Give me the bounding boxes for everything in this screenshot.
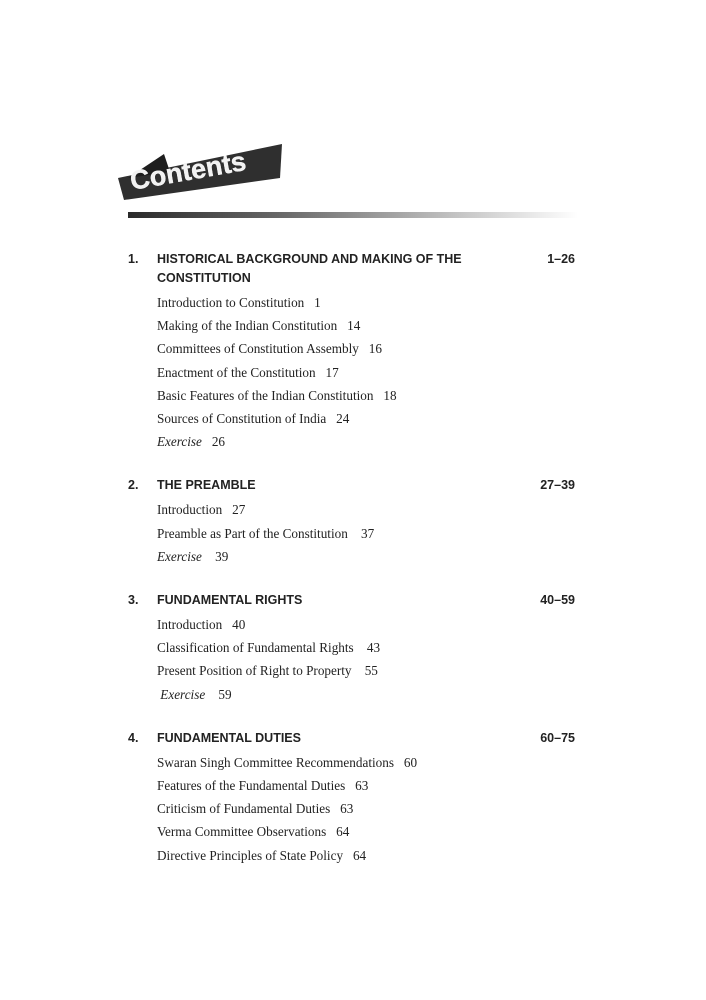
toc-entry[interactable] <box>157 774 706 797</box>
chapter-number: 1. <box>128 252 139 266</box>
toc-entry-exercise[interactable] <box>157 545 706 568</box>
entry-title: Features of the Fundamental Duties <box>157 778 346 794</box>
entry-page: 60 <box>403 754 418 770</box>
entry-title: Enactment of the Constitution <box>157 364 316 380</box>
chapter-heading <box>0 729 706 748</box>
entry-page: 24 <box>336 411 350 427</box>
toc-entry[interactable] <box>157 384 706 407</box>
entry-title: Basic Features of the Indian Constitution <box>157 387 374 403</box>
table-of-contents <box>0 250 706 890</box>
toc-entry[interactable] <box>157 337 706 360</box>
entry-page: 26 <box>211 434 225 450</box>
chapter-number: 4. <box>128 730 139 745</box>
entry-title: Introduction to Constitution <box>157 295 305 310</box>
entry-title: Preamble as Part of the Constitution <box>157 525 348 541</box>
entry-title: Committees of Constitution Assembly <box>157 341 359 357</box>
chapter-page-range: 40–59 <box>540 593 575 608</box>
toc-entry-exercise[interactable] <box>157 430 706 453</box>
entry-page: 27 <box>232 502 246 518</box>
entry-title: Sources of Constitution of India <box>157 411 327 427</box>
toc-entry[interactable] <box>157 407 706 430</box>
entry-title: Verma Committee Observations <box>157 824 327 840</box>
entry-page: 63 <box>355 778 369 794</box>
chapter-3 <box>0 591 706 706</box>
chapter-title: FUNDAMENTAL RIGHTS <box>157 593 303 608</box>
toc-entry[interactable] <box>157 613 706 636</box>
title-divider <box>128 212 578 218</box>
contents-banner-shape <box>112 138 292 208</box>
entry-title: Introduction <box>157 502 223 518</box>
entry-title: Swaran Singh Committee Recommendations <box>157 754 394 770</box>
entry-title: Exercise <box>157 548 202 564</box>
entry-title: Directive Principles of State Policy <box>157 847 344 863</box>
toc-entry[interactable] <box>157 498 706 521</box>
entry-page: 59 <box>218 686 232 702</box>
chapter-number: 3. <box>128 593 139 608</box>
chapter-heading <box>0 250 706 288</box>
entry-page: 39 <box>215 548 229 564</box>
chapter-heading <box>0 591 706 610</box>
page-title: Contents <box>127 146 249 196</box>
toc-entry-exercise[interactable] <box>157 683 706 706</box>
entry-page: 1 <box>314 295 321 310</box>
contents-title-banner <box>112 138 292 208</box>
entry-page: 40 <box>232 617 246 633</box>
entry-page: 64 <box>336 824 350 840</box>
entry-page: 43 <box>366 640 381 656</box>
entry-title: Criticism of Fundamental Duties <box>157 801 331 817</box>
chapter-4 <box>0 729 706 867</box>
toc-entry[interactable] <box>157 797 706 820</box>
toc-entry[interactable] <box>157 659 706 682</box>
entry-page: 37 <box>361 525 375 541</box>
entry-title: Exercise <box>157 434 202 450</box>
chapter-page-range: 60–75 <box>540 730 575 745</box>
entry-page: 55 <box>364 663 378 679</box>
chapter-page-range: 1–26 <box>547 252 575 266</box>
entry-page: 64 <box>352 847 367 863</box>
entry-page: 14 <box>347 318 361 334</box>
entry-page: 16 <box>368 341 382 357</box>
entry-title: Making of the Indian Constitution <box>157 318 338 334</box>
entry-page: 63 <box>340 801 354 817</box>
entry-title: Exercise <box>160 686 206 702</box>
entry-page: 17 <box>325 364 339 380</box>
chapter-page-range: 27–39 <box>540 478 575 493</box>
chapter-heading <box>0 476 706 495</box>
toc-entry[interactable] <box>157 314 706 337</box>
chapter-number: 2. <box>128 478 139 493</box>
chapter-title: THE PREAMBLE <box>157 478 256 493</box>
chapter-2 <box>0 476 706 568</box>
entry-title: Introduction <box>157 617 223 633</box>
chapter-1 <box>0 250 706 453</box>
chapter-title: HISTORICAL BACKGROUND AND MAKING OF THE CONSTITUTION <box>157 252 462 285</box>
toc-entry[interactable] <box>157 820 706 843</box>
toc-entry[interactable] <box>157 522 706 545</box>
toc-entry[interactable] <box>157 751 706 774</box>
toc-entry[interactable] <box>157 844 706 867</box>
chapter-title: FUNDAMENTAL DUTIES <box>157 730 301 745</box>
toc-entry[interactable] <box>157 361 706 384</box>
toc-entry[interactable] <box>157 291 706 314</box>
entry-page: 18 <box>383 387 397 403</box>
entry-title: Classification of Fundamental Rights <box>157 640 354 656</box>
entry-title: Present Position of Right to Property <box>157 663 352 679</box>
toc-entry[interactable] <box>157 636 706 659</box>
